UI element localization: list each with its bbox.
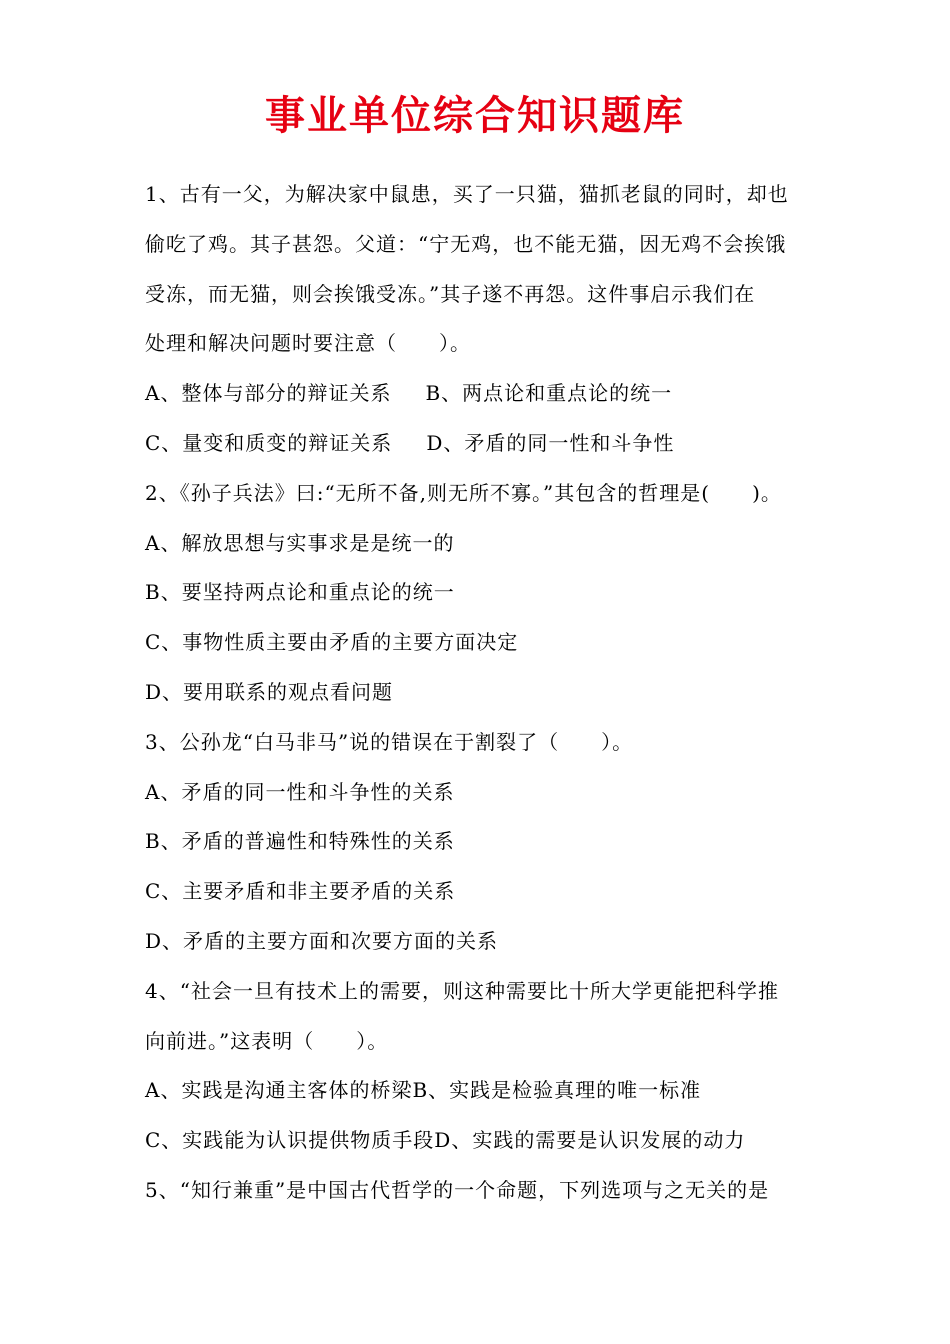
- question-text-line: 向前进。”这表明（ ）。: [145, 1028, 389, 1053]
- question-1: [145, 170, 825, 469]
- question-text-line: 偷吃了鸡。其子甚怨。父道：“宁无鸡，也不能无猫，因无鸡不会挨饿: [145, 231, 787, 256]
- question-text-line: 3、公孙龙“白马非马”说的错误在于割裂了（ ）。: [145, 729, 634, 754]
- option-d: D、要用联系的观点看问题: [145, 679, 394, 704]
- question-5: [145, 1166, 825, 1216]
- option-row: [145, 419, 825, 469]
- document-title: 事业单位综合知识题库: [265, 92, 685, 139]
- question-text-line: 1、古有一父，为解决家中鼠患，买了一只猫，猫抓老鼠的同时，却也: [145, 182, 789, 206]
- option-d: D、矛盾的主要方面和次要方面的关系: [145, 928, 499, 953]
- question-text-line: 处理和解决问题时要注意（ ）。: [145, 331, 471, 356]
- question-4: [145, 967, 825, 1166]
- option-a: A、解放思想与实事求是是统一的: [145, 530, 455, 555]
- option-a: A、整体与部分的辩证关系: [145, 381, 392, 406]
- question-text-line: 受冻，而无猫，则会挨饿受冻。”其子遂不再怨。这件事启示我们在: [145, 281, 756, 306]
- option-row-ab: A、实践是沟通主客体的桥梁B、实践是检验真理的唯一标准: [145, 1078, 702, 1103]
- option-d: D、矛盾的同一性和斗争性: [426, 430, 675, 455]
- document-body: [145, 170, 825, 1216]
- option-a: A、矛盾的同一性和斗争性的关系: [145, 779, 455, 804]
- question-3: [145, 718, 825, 967]
- option-b: B、矛盾的普遍性和特殊性的关系: [145, 829, 455, 854]
- option-c: C、量变和质变的辩证关系: [145, 430, 393, 455]
- question-text-line: 4、“社会一旦有技术上的需要，则这种需要比十所大学更能把科学推: [145, 978, 779, 1003]
- question-2: [145, 469, 825, 718]
- option-c: C、主要矛盾和非主要矛盾的关系: [145, 879, 456, 904]
- option-b: B、两点论和重点论的统一: [425, 381, 673, 406]
- question-text-line: 2、《孙子兵法》曰:“无所不备,则无所不寡。”其包含的哲理是( )。: [145, 480, 782, 505]
- option-c: C、事物性质主要由矛盾的主要方面决定: [145, 630, 519, 655]
- question-text-line: 5、“知行兼重”是中国古代哲学的一个命题，下列选项与之无关的是: [145, 1177, 770, 1202]
- option-b: B、要坚持两点论和重点论的统一: [145, 580, 455, 605]
- option-row: [145, 369, 825, 419]
- option-row-cd: C、实践能为认识提供物质手段D、实践的需要是认识发展的动力: [145, 1128, 746, 1153]
